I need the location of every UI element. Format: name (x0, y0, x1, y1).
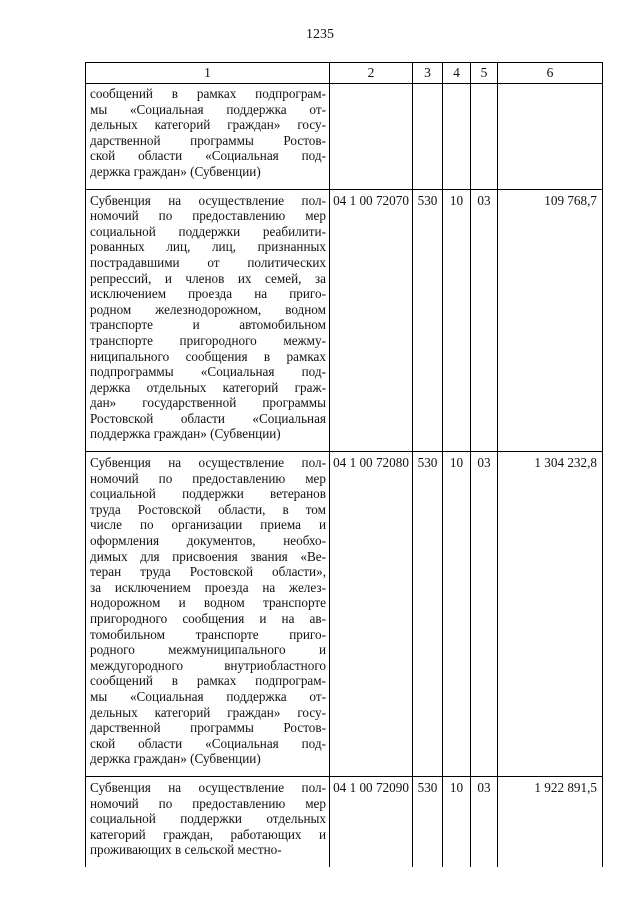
description-line: держка граждан» (Субвенции) (90, 163, 261, 179)
description-line: пригородного сообщения и на ав- (90, 611, 326, 626)
description-line: транспорте пригородного межму- (90, 332, 326, 348)
description-line: поддержка граждан» (Субвенции) (90, 426, 281, 442)
description-line: за исключением проезда на желез- (90, 579, 326, 595)
description-line: междугородного внутриобластного (90, 657, 326, 673)
page-number: 1235 (306, 27, 334, 42)
target-article-code (330, 84, 413, 190)
description-line: номочий по предоставлению мер (90, 795, 326, 811)
amount-value: 109 768,7 (498, 189, 603, 452)
header-row (86, 63, 603, 84)
description-line: ской области «Социальная под- (90, 735, 326, 751)
description-line: подпрограммы «Социальная под- (90, 364, 326, 380)
description-line: транспорте и автомобильном (90, 317, 326, 333)
description-line: дельных категорий граждан» госу- (90, 117, 326, 133)
description-line: держка отдельных категорий граж- (90, 379, 326, 395)
table-row (86, 776, 603, 866)
description-line: исключением проезда на приго- (90, 286, 326, 302)
description-line: нодорожном и водном транспорте (90, 595, 326, 611)
description-line: ской области «Социальная под- (90, 148, 326, 164)
subsection-code: 03 (471, 189, 498, 452)
description-line: сообщений в рамках подпрограм- (90, 673, 326, 689)
description-line: мы «Социальная поддержка от- (90, 688, 326, 704)
row-description (86, 452, 330, 777)
expense-type-code: 530 (413, 452, 443, 777)
budget-table (85, 62, 603, 867)
row-description (86, 84, 330, 190)
description-line: Субвенция на осуществление пол- (90, 779, 326, 795)
target-article-code: 04 1 00 72080 (330, 452, 413, 777)
table-body (86, 84, 603, 867)
description-line: оформления документов, необхо- (90, 533, 326, 549)
description-line: социальной поддержки реабилити- (90, 223, 326, 239)
description-line: дельных категорий граждан» госу- (90, 704, 326, 720)
description-line: категорий граждан, работающих и (90, 826, 326, 842)
header-col-3: 3 (413, 63, 443, 84)
subsection-code: 03 (471, 776, 498, 866)
description-line: пострадавшими от политических (90, 254, 326, 270)
description-line: томобильном транспорте приго- (90, 626, 326, 642)
header-col-6: 6 (498, 63, 603, 84)
header-col-5: 5 (471, 63, 498, 84)
amount-value (498, 84, 603, 190)
description-line: Субвенция на осуществление пол- (90, 192, 326, 208)
description-line: дан» государственной программы (90, 395, 326, 411)
section-code: 10 (443, 189, 471, 452)
expense-type-code: 530 (413, 776, 443, 866)
description-line: социальной поддержки отдельных (90, 811, 326, 827)
description-line: держка граждан» (Субвенции) (90, 751, 261, 767)
description-line: мы «Социальная поддержка от- (90, 101, 326, 117)
description-line: сообщений в рамках подпрограм- (90, 86, 326, 101)
description-line: рованных лиц, лиц, признанных (90, 239, 326, 255)
description-line: родного межмуниципального и (90, 642, 326, 658)
description-line: Субвенция на осуществление пол- (90, 455, 326, 471)
description-line: социальной поддержки ветеранов (90, 486, 326, 502)
row-description (86, 189, 330, 452)
target-article-code: 04 1 00 72070 (330, 189, 413, 452)
description-line: номочий по предоставлению мер (90, 470, 326, 486)
description-line: димых для присвоения звания «Ве- (90, 548, 326, 564)
description-line: родном железнодорожном, водном (90, 301, 326, 317)
table-row (86, 452, 603, 777)
expense-type-code: 530 (413, 189, 443, 452)
description-line: номочий по предоставлению мер (90, 208, 326, 224)
section-code: 10 (443, 452, 471, 777)
description-line: теран труда Ростовской области», (90, 564, 326, 580)
amount-value: 1 304 232,8 (498, 452, 603, 777)
table-row (86, 84, 603, 190)
description-line: труда Ростовской области, в том (90, 501, 326, 517)
description-line: дарственной программы Ростов- (90, 132, 326, 148)
subsection-code: 03 (471, 452, 498, 777)
row-description (86, 776, 330, 866)
description-line: репрессий, и членов их семей, за (90, 270, 326, 286)
description-line: Ростовской области «Социальная (90, 410, 326, 426)
target-article-code: 04 1 00 72090 (330, 776, 413, 866)
subsection-code (471, 84, 498, 190)
expense-type-code (413, 84, 443, 190)
header-col-1: 1 (86, 63, 330, 84)
header-col-4: 4 (443, 63, 471, 84)
header-col-2: 2 (330, 63, 413, 84)
table-row (86, 189, 603, 452)
description-line: дарственной программы Ростов- (90, 720, 326, 736)
description-line: ниципального сообщения в рамках (90, 348, 326, 364)
section-code: 10 (443, 776, 471, 866)
amount-value: 1 922 891,5 (498, 776, 603, 866)
description-line: проживающих в сельской местно- (90, 842, 282, 858)
description-line: числе по организации приема и (90, 517, 326, 533)
section-code (443, 84, 471, 190)
